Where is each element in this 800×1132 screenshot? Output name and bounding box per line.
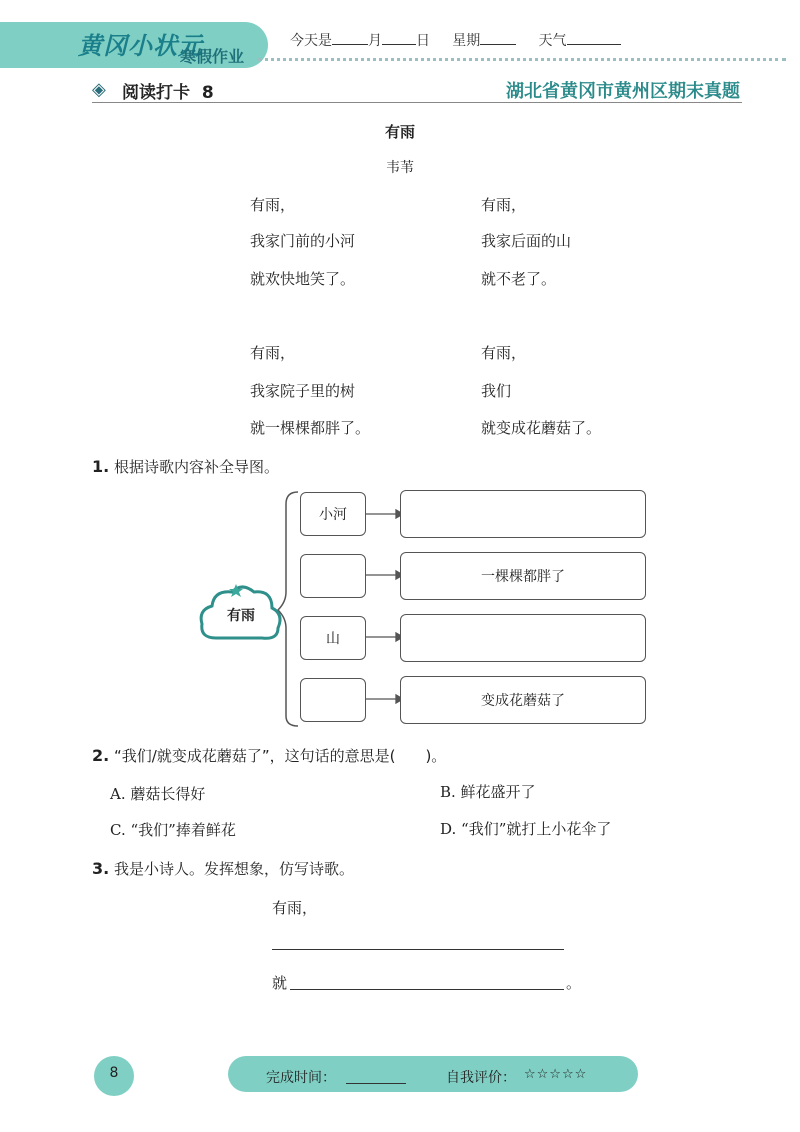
map-right-box: 变成花蘑菇了 — [400, 676, 646, 724]
option-d[interactable]: D. “我们”就打上小花伞了 — [440, 820, 612, 838]
brand-name: 黄冈小状元 — [78, 31, 203, 60]
question-number: 3. — [92, 859, 110, 878]
date-month-label: 月 — [368, 33, 382, 49]
date-day-label: 日 — [416, 33, 430, 49]
poem-line: 就欢快地笑了。 — [250, 270, 356, 288]
imitation-line-3-prefix: 就 — [272, 974, 288, 992]
poem-line: 我家门前的小河 — [250, 232, 356, 250]
header-dotted-divider — [258, 58, 786, 61]
date-line — [290, 30, 621, 50]
date-today-label: 今天是 — [290, 33, 332, 49]
diamond-icon: ◈ — [92, 79, 106, 100]
map-right-box-blank[interactable] — [400, 490, 646, 538]
option-a[interactable]: A. 蘑菇长得好 — [110, 785, 206, 803]
poem-line: 我家后面的山 — [481, 232, 572, 250]
question-number: 1. — [92, 457, 110, 476]
writing-line-2[interactable] — [272, 949, 564, 950]
section-number: 8 — [201, 83, 214, 103]
weather-blank[interactable] — [567, 30, 621, 45]
poem-line: 有雨， — [250, 196, 296, 214]
option-c[interactable]: C. “我们”捧着鲜花 — [110, 821, 236, 839]
rating-stars-icon[interactable]: ☆☆☆☆☆ — [524, 1067, 588, 1082]
question-text: 根据诗歌内容补全导图。 — [114, 458, 280, 476]
question-text: 我是小诗人。发挥想象，仿写诗歌。 — [114, 860, 355, 878]
map-right-box: 一棵棵都胖了 — [400, 552, 646, 600]
poem-author: 韦苇 — [386, 160, 414, 176]
question-number: 2. — [92, 746, 110, 765]
section-divider — [92, 102, 742, 103]
section-title — [122, 78, 214, 103]
date-weekday-label: 星期 — [452, 33, 481, 49]
date-weather-label: 天气 — [538, 33, 567, 49]
poem-line: 有雨， — [250, 344, 296, 362]
weekday-blank[interactable] — [480, 30, 516, 45]
page-number: 8 — [109, 1065, 119, 1081]
poem-line: 就变成花蘑菇了。 — [481, 419, 602, 437]
mind-map-center: 有雨 — [227, 608, 255, 624]
poem-line: 就不老了。 — [481, 270, 557, 288]
month-blank[interactable] — [332, 30, 368, 45]
map-left-box-blank[interactable] — [300, 678, 366, 722]
brand-subtitle: 寒假作业 — [180, 47, 245, 66]
self-eval-label: 自我评价： — [446, 1070, 516, 1086]
question-1 — [92, 456, 279, 477]
completion-time-label: 完成时间： — [266, 1070, 336, 1086]
option-b[interactable]: B. 鲜花盛开了 — [440, 783, 536, 801]
question-2 — [92, 745, 446, 766]
map-left-box: 小河 — [300, 492, 366, 536]
writing-line-3[interactable] — [290, 989, 564, 990]
map-left-box-blank[interactable] — [300, 554, 366, 598]
question-3 — [92, 858, 354, 879]
poem-title: 有雨 — [384, 123, 415, 141]
section-title-text: 阅读打卡 — [122, 83, 190, 103]
poem-line: 有雨， — [481, 196, 527, 214]
exam-source: 湖北省黄冈市黄州区期末真题 — [506, 81, 740, 102]
poem-line: 我家院子里的树 — [250, 382, 356, 400]
poem-line: 我们 — [481, 382, 512, 400]
day-blank[interactable] — [382, 30, 416, 45]
question-text: “我们/就变成花蘑菇了”，这句话的意思是( )。 — [114, 747, 447, 765]
poem-line: 就一棵棵都胖了。 — [250, 419, 371, 437]
poem-line: 有雨， — [481, 344, 527, 362]
map-left-box: 山 — [300, 616, 366, 660]
imitation-line-1: 有雨， — [272, 899, 318, 917]
completion-time-blank[interactable] — [346, 1083, 406, 1084]
map-right-box-blank[interactable] — [400, 614, 646, 662]
imitation-line-3-suffix: 。 — [566, 974, 582, 992]
